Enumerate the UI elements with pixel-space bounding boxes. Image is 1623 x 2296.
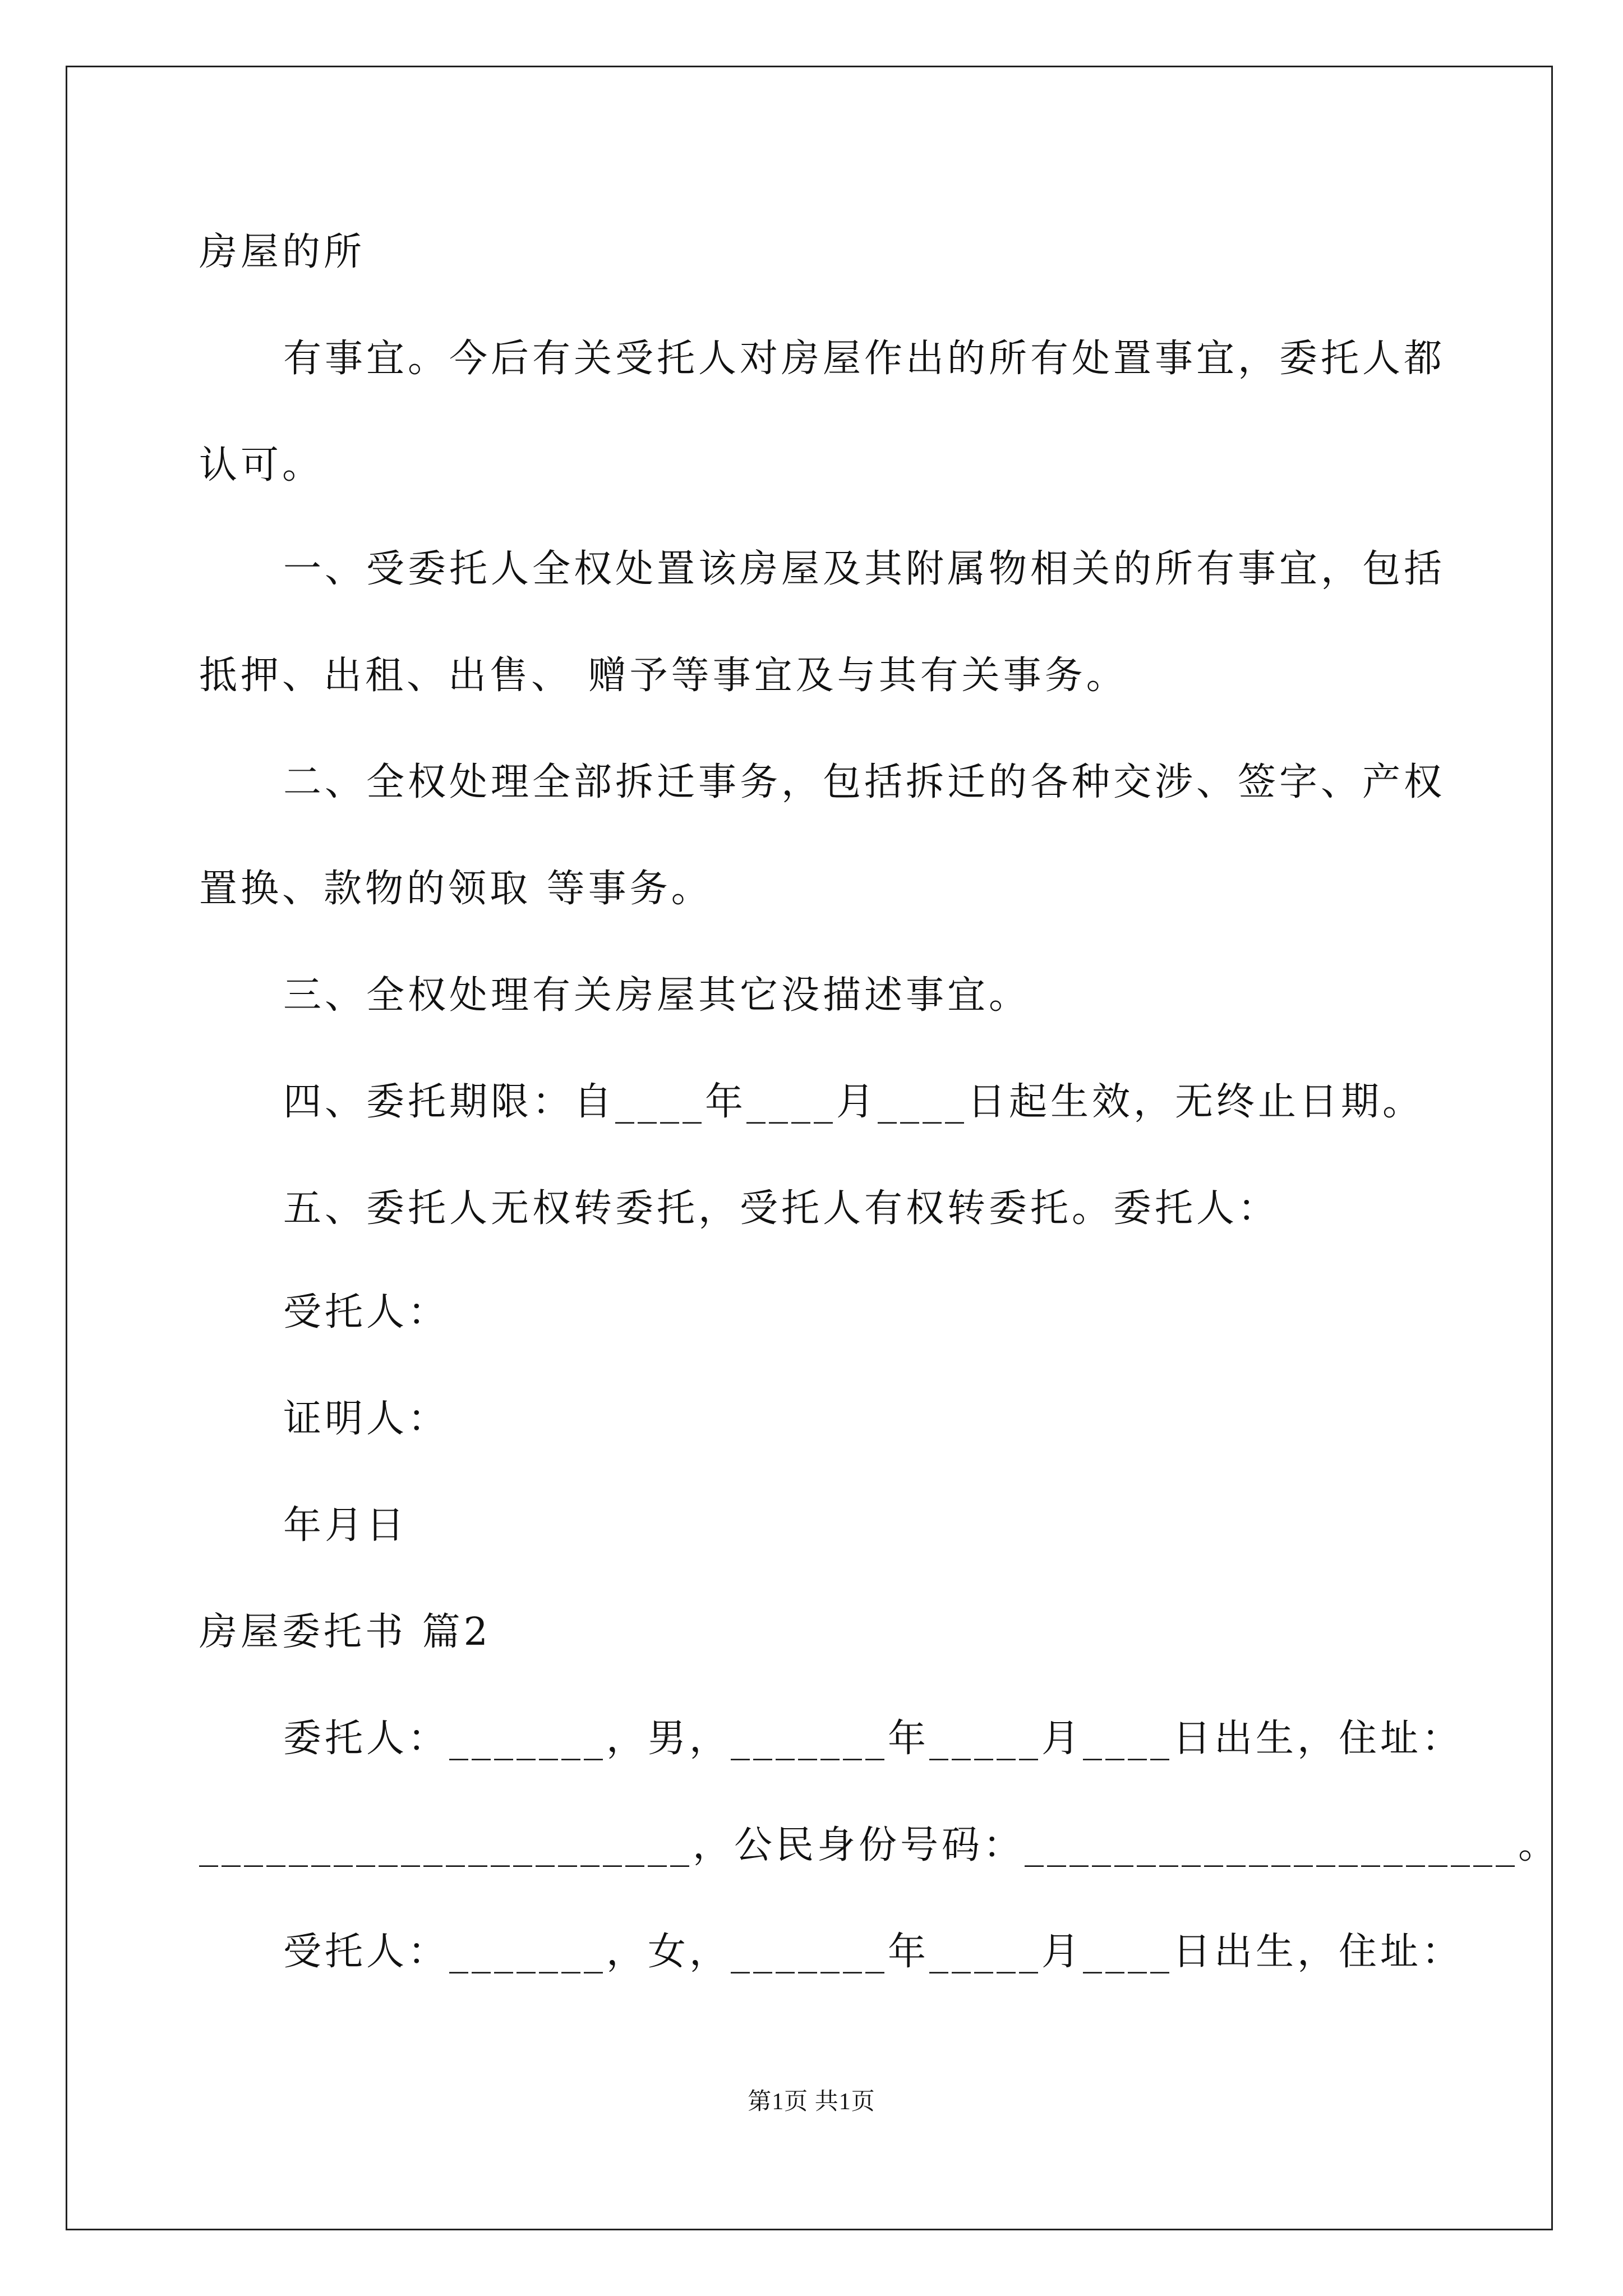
text-line: 二、全权处理全部拆迁事务，包括拆迁的各种交涉、签字、产权 (283, 760, 1446, 804)
text-line: 证明人： (283, 1397, 450, 1441)
page-border (66, 66, 1560, 2230)
text-line: 四、委托期限：自____年____月____日起生效，无终止日期。 (283, 1080, 1424, 1124)
text-line: 抵押、出租、出售、 赠予等事宜及与其有关事务。 (199, 654, 1128, 698)
text-line: 三、全权处理有关房屋其它没描述事宜。 (283, 973, 1031, 1018)
text-line: 房屋的所 (199, 230, 366, 274)
text-line: ______________________，公民身份号码：______________________。 (199, 1823, 1560, 1867)
page-footer: 第1页 共1页 (748, 2089, 875, 2115)
text-line: 委托人：_______，男，_______年_____月____日出生，住址： (283, 1717, 1464, 1761)
text-line: 受托人： (283, 1290, 450, 1335)
text-line: 年月日 (283, 1503, 408, 1548)
text-line: 置换、款物的领取 等事务。 (199, 867, 713, 911)
text-line: 受托人：_______，女，_______年_____月____日出生，住址： (283, 1930, 1464, 1974)
text-line: 有事宜。今后有关受托人对房屋作出的所有处置事宜，委托人都 (283, 337, 1446, 381)
text-line: 五、委托人无权转委托，受托人有权转委托。委托人： (283, 1186, 1280, 1231)
text-line: 一、受委托人全权处置该房屋及其附属物相关的所有事宜，包括 (283, 547, 1446, 591)
section-heading: 房屋委托书 篇2 (199, 1610, 491, 1654)
text-line: 认可。 (199, 443, 324, 487)
